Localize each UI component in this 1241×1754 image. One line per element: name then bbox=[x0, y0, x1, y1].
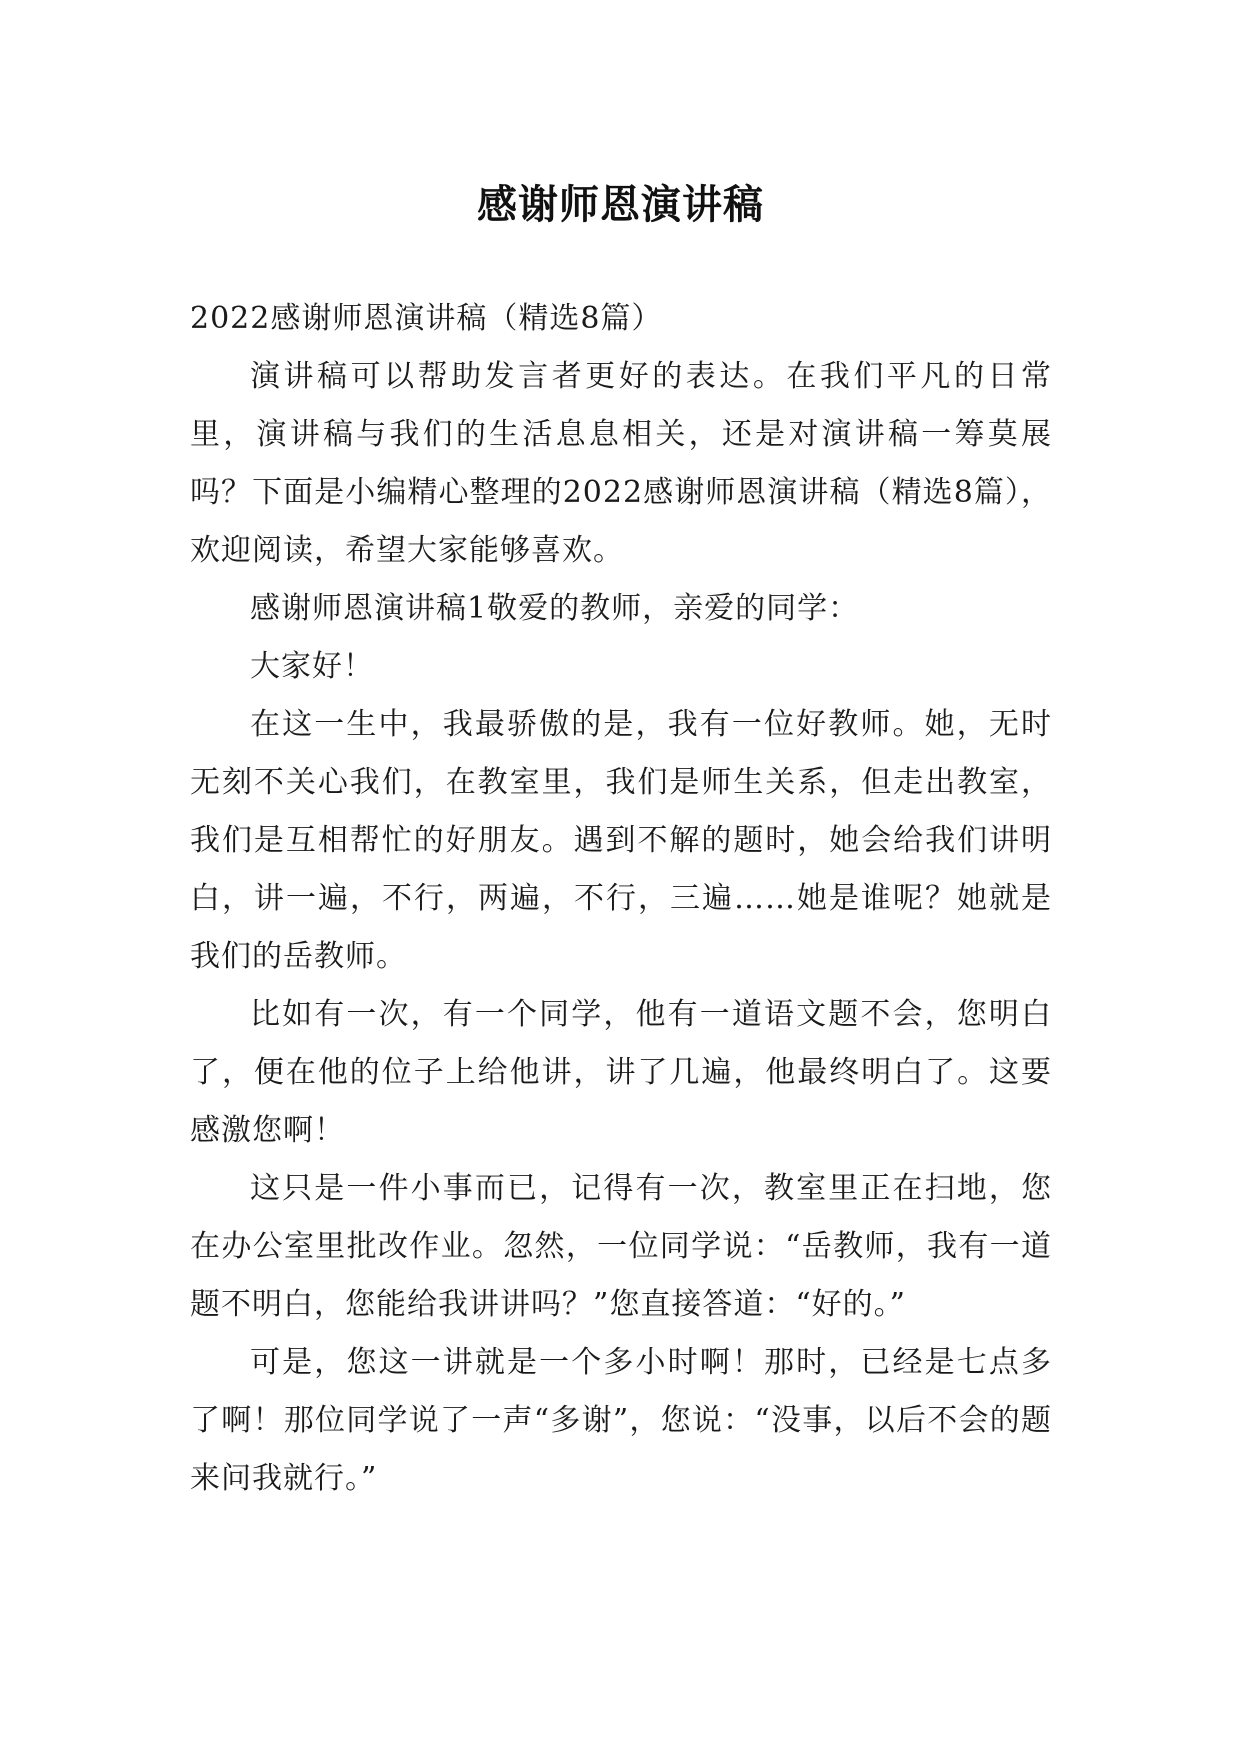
document-body bbox=[190, 290, 1052, 1508]
paragraph-greeting: 大家好！ bbox=[250, 649, 374, 684]
paragraph-body: 比如有一次，有一个同学，他有一道语文题不会，您明白了，便在他的位子上给他讲，讲了几遍，他最终明白了。这要感激您啊！ bbox=[190, 997, 1052, 1148]
paragraph-body: 在这一生中，我最骄傲的是，我有一位好教师。她，无时无刻不关心我们，在教室里，我们是师生关系，但走出教室，我们是互相帮忙的好朋友。遇到不解的题时，她会给我们讲明白，讲一遍，不行，两遍，不行，三遍……她是谁呢？她就是我们的岳教师。 bbox=[190, 707, 1052, 974]
paragraph-body: 这只是一件小事而已，记得有一次，教室里正在扫地，您在办公室里批改作业。忽然，一位同学说：“岳教师，我有一道题不明白，您能给我讲讲吗？”您直接答道：“好的。” bbox=[190, 1171, 1052, 1322]
document-title: 感谢师恩演讲稿 bbox=[477, 181, 764, 228]
paragraph-intro: 演讲稿可以帮助发言者更好的表达。在我们平凡的日常里，演讲稿与我们的生活息息相关，还是对演讲稿一筹莫展吗？下面是小编精心整理的2022感谢师恩演讲稿（精选8篇），欢迎阅读，希望大家能够喜欢。 bbox=[190, 359, 1052, 568]
document-subtitle: 2022感谢师恩演讲稿（精选8篇） bbox=[190, 301, 663, 336]
paragraph-body: 可是，您这一讲就是一个多小时啊！那时，已经是七点多了啊！那位同学说了一声“多谢”，您说：“没事，以后不会的题来问我就行。” bbox=[190, 1345, 1052, 1496]
paragraph-salutation: 感谢师恩演讲稿1敬爱的教师，亲爱的同学： bbox=[250, 591, 860, 626]
